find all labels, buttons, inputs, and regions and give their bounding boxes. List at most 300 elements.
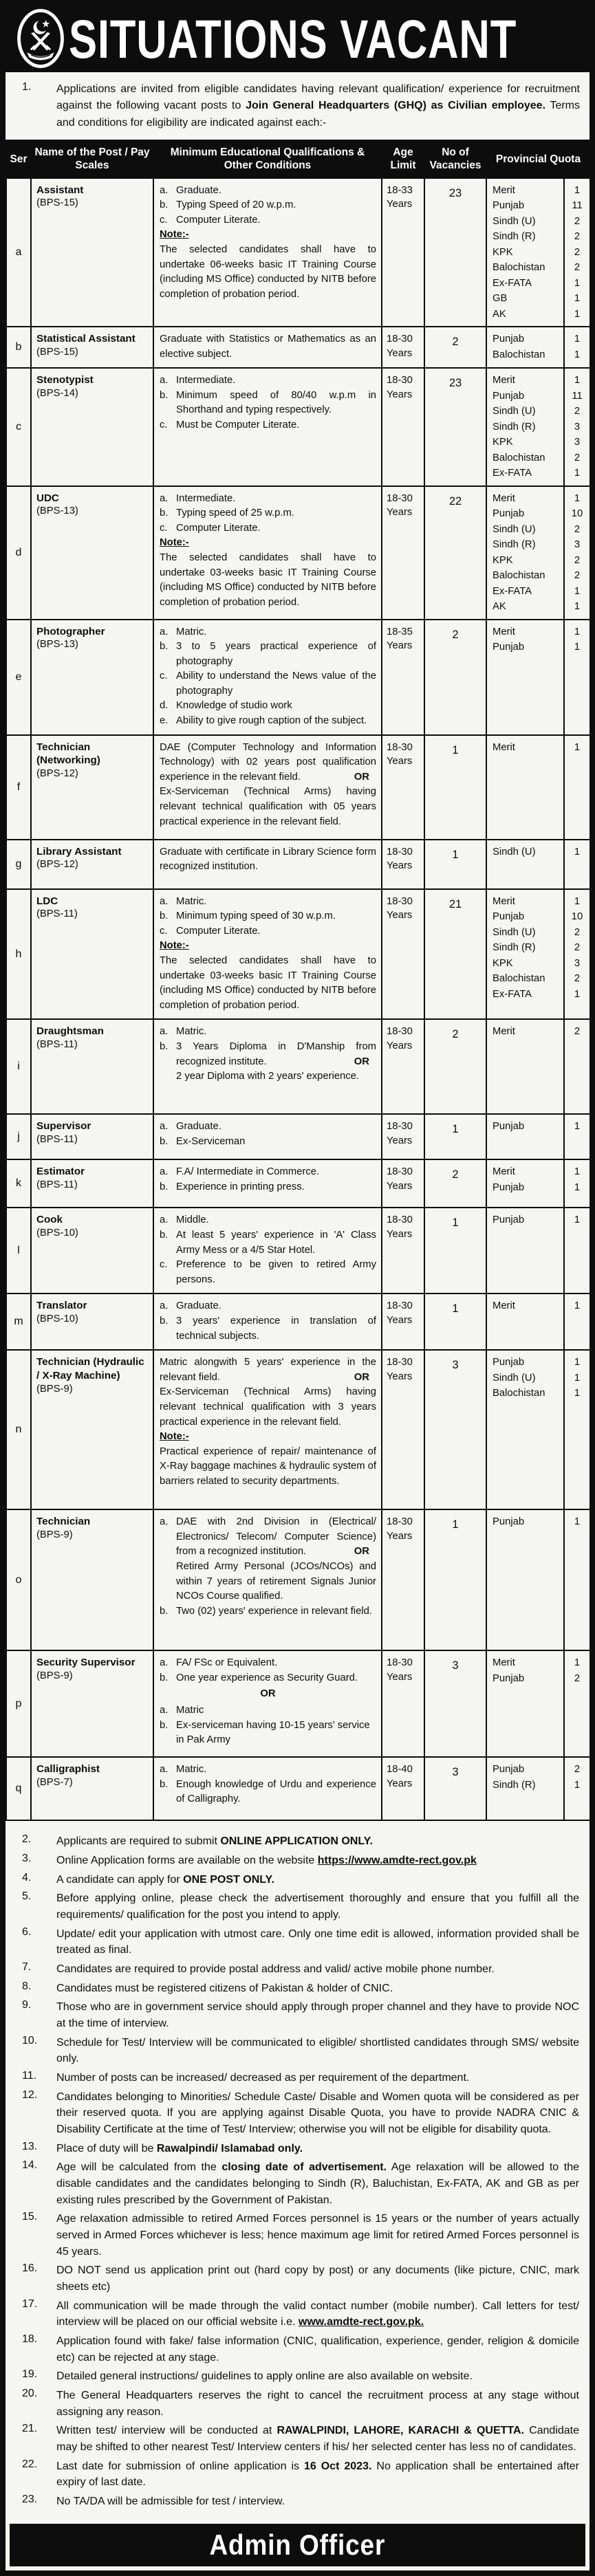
table-row bbox=[6, 620, 590, 735]
instruction-item bbox=[22, 1980, 579, 1997]
table-row bbox=[6, 735, 590, 840]
vacancy-count: 3 bbox=[424, 1757, 486, 1820]
table-header bbox=[6, 140, 590, 178]
quota-region: Punjab bbox=[493, 1214, 525, 1226]
instruction-number: 9. bbox=[22, 1999, 32, 2011]
age-limit: 18-33 Years bbox=[382, 178, 424, 327]
quota-count: 1 bbox=[574, 1779, 581, 1791]
instruction-text: Age relaxation admissible to retired Armed Forces personnel is 15 years or the number of years actually served in Armed Forces whichever is less; hence maximum age limit for retired Armed Forces personnel is 45 years. bbox=[56, 2213, 579, 2258]
instruction-item bbox=[22, 2388, 579, 2420]
instruction-text: Place of duty will be Rawalpindi/ Islamabad only. bbox=[56, 2142, 303, 2154]
col-header-post: Name of the Post / Pay Scales bbox=[31, 140, 153, 178]
quota-count: 3 bbox=[574, 539, 581, 551]
age-limit: 18-30 Years bbox=[382, 840, 424, 889]
post-cell bbox=[31, 735, 153, 840]
quota-divider bbox=[563, 1208, 565, 1293]
quota-count: 2 bbox=[574, 262, 581, 274]
age-limit: 18-30 Years bbox=[382, 1159, 424, 1208]
quota-region: Punjab bbox=[493, 1672, 525, 1684]
qualification-line: Ex-Serviceman (Technical Arms) having relevant technical qualification with 3 years practical experience in the relevant field. bbox=[160, 1386, 376, 1428]
quota-region: Sindh (R) bbox=[493, 942, 536, 954]
quota-count: 1 bbox=[574, 492, 581, 504]
age-limit: 18-30 Years bbox=[382, 889, 424, 1020]
post-cell bbox=[31, 178, 153, 327]
vacancy-count: 2 bbox=[424, 620, 486, 735]
table-row bbox=[6, 327, 590, 368]
qualifications-cell bbox=[153, 368, 382, 485]
intro-text: Applications are invited from eligible candidates having relevant qualification/ experience for recruitment against the following vacant posts to Join General Headquarters (GHQ) as Civilian employee. Terms and conditions for eligibility are indicated against each:- bbox=[56, 83, 581, 129]
instruction-item bbox=[22, 1853, 579, 1869]
instruction-number: 22. bbox=[22, 2458, 38, 2470]
col-header-qualification: Minimum Educational Qualifications & Other Conditions bbox=[153, 140, 382, 178]
age-limit: 18-30 Years bbox=[382, 486, 424, 620]
instruction-item bbox=[22, 2159, 579, 2208]
age-limit: 18-30 Years bbox=[382, 1114, 424, 1159]
quota-region: Sindh (U) bbox=[493, 846, 536, 858]
quota-count: 1 bbox=[574, 1388, 581, 1399]
instruction-number: 23. bbox=[22, 2493, 38, 2506]
qualification-line: c. Preference to be given to retired Army persons. bbox=[160, 1259, 376, 1285]
quota-divider bbox=[563, 1758, 565, 1820]
vacancy-count: 3 bbox=[424, 1350, 486, 1509]
quota-count: 1 bbox=[574, 741, 581, 753]
instruction-number: 13. bbox=[22, 2140, 38, 2152]
qualification-line: c. Must be Computer Literate. bbox=[160, 419, 300, 431]
quota-region: Sindh (U) bbox=[493, 215, 536, 227]
row-serial: o bbox=[6, 1509, 31, 1650]
instruction-number: 7. bbox=[22, 1961, 32, 1973]
masthead bbox=[6, 6, 589, 72]
instruction-item bbox=[22, 1890, 579, 1923]
post-pay-scale: (BPS-11) bbox=[36, 1039, 78, 1051]
instruction-number: 2. bbox=[22, 1833, 32, 1846]
row-serial: k bbox=[6, 1159, 31, 1208]
post-pay-scale: (BPS-9) bbox=[36, 1670, 73, 1681]
instruction-number: 6. bbox=[22, 1925, 32, 1938]
quota-divider bbox=[563, 840, 565, 888]
quota-divider bbox=[563, 179, 565, 326]
post-cell bbox=[31, 1509, 153, 1650]
instruction-item bbox=[22, 2070, 579, 2086]
table-row bbox=[6, 840, 590, 889]
age-limit: 18-30 Years bbox=[382, 1350, 424, 1509]
quota-region: KPK bbox=[493, 246, 513, 258]
instruction-number: 8. bbox=[22, 1980, 32, 1992]
qualification-line: The selected candidates shall have to undertake 03-weeks basic IT Training Course (including MS Office) conducted by NITB before completion of probation period. bbox=[160, 955, 376, 1011]
quota-count: 1 bbox=[574, 601, 581, 613]
instruction-text: Last date for submission of online application is 16 Oct 2023. No application shall be entertained after expiry of last date. bbox=[56, 2460, 579, 2489]
quota-region: Sindh (U) bbox=[493, 1372, 536, 1384]
quota-region: Merit bbox=[493, 184, 515, 196]
qualification-line: Matric alongwith 5 years' experience in the relevant field. OR bbox=[160, 1357, 376, 1383]
table-row bbox=[6, 1159, 590, 1208]
quota-count: 1 bbox=[574, 184, 581, 196]
instruction-text: Application found with fake/ false information (CNIC, qualification, experience, gender, religion & domicile etc) can be rejected at any stage. bbox=[56, 2335, 579, 2364]
qualification-line: b. One year experience as Security Guard. bbox=[160, 1672, 358, 1683]
quota-region: Punjab bbox=[493, 508, 525, 520]
table-row bbox=[6, 1757, 590, 1820]
quota-count: 2 bbox=[574, 570, 581, 582]
provincial-quota-cell bbox=[486, 735, 590, 840]
qualification-line: a. Matric. bbox=[160, 1764, 207, 1776]
qualification-line: Graduate with Statistics or Mathematics as an elective subject. bbox=[160, 334, 376, 360]
vacancy-count: 2 bbox=[424, 1159, 486, 1208]
post-name: Technician bbox=[36, 1516, 91, 1528]
qualification-line: Retired Army Personal (JCOs/NCOs) and within 7 years of retirement Signals Junior NCOs Course qualified. bbox=[176, 1560, 376, 1602]
col-header-serial: Ser bbox=[6, 140, 31, 178]
vacancy-count: 2 bbox=[424, 1019, 486, 1114]
table-row bbox=[6, 1650, 590, 1757]
qualification-line: a. FA/ FSc or Equivalent. bbox=[160, 1657, 278, 1669]
qualification-line: 2 year Diploma with 2 years' experience. bbox=[176, 1071, 360, 1082]
table-row bbox=[6, 889, 590, 1020]
instruction-text: Age will be calculated from the closing date of advertisement. Age relaxation will be allowed to the disable candidates and the candidates belonging to Sindh (R), Baluchistan, Ex-FATA, AK and GB as per existing rules prescribed by the Government of Pakistan. bbox=[56, 2161, 580, 2206]
row-serial: m bbox=[6, 1294, 31, 1350]
post-cell bbox=[31, 1350, 153, 1509]
instruction-item bbox=[22, 2458, 579, 2491]
quota-count: 2 bbox=[574, 1764, 581, 1776]
post-cell bbox=[31, 368, 153, 485]
qualification-line: Note:- bbox=[160, 940, 189, 952]
qualification-line: b. 3 to 5 years practical experience of photography bbox=[160, 641, 376, 667]
row-serial: j bbox=[6, 1114, 31, 1159]
instruction-text: The General Headquarters reserves the right to cancel the recruitment process at any stage without assigning any reason. bbox=[56, 2389, 579, 2418]
row-serial: f bbox=[6, 735, 31, 840]
quota-count: 11 bbox=[572, 200, 583, 212]
quota-region: Sindh (U) bbox=[493, 523, 536, 535]
qualification-line: b. Typing Speed of 20 w.p.m. bbox=[160, 199, 296, 211]
post-cell bbox=[31, 1757, 153, 1820]
instruction-item bbox=[22, 2423, 579, 2455]
posts-table-body bbox=[6, 178, 590, 1820]
qualifications-cell bbox=[153, 486, 382, 620]
age-limit: 18-30 Years bbox=[382, 735, 424, 840]
quota-region: Sindh (R) bbox=[493, 421, 536, 433]
instruction-number: 17. bbox=[22, 2297, 38, 2310]
vacancy-count: 1 bbox=[424, 1114, 486, 1159]
post-name: Translator bbox=[36, 1300, 87, 1312]
quota-count: 2 bbox=[574, 554, 581, 566]
post-name: Library Assistant bbox=[36, 845, 122, 858]
qualification-line: e. Ability to give rough caption of the subject. bbox=[160, 715, 367, 727]
post-pay-scale: (BPS-10) bbox=[36, 1313, 78, 1325]
quota-count: 1 bbox=[574, 1166, 581, 1178]
page-title: SITUATIONS VACANT bbox=[69, 8, 517, 69]
instructions-list bbox=[6, 1824, 589, 2518]
quota-region: KPK bbox=[493, 957, 513, 969]
instruction-text: All communication will be made through the valid contact number (mobile number). Call letters for test/ interview will be placed on our official website i.e. www.amdte-rect.gov.pk. bbox=[56, 2300, 579, 2328]
instruction-text: Candidates must be registered citizens of Pakistan & holder of CNIC. bbox=[56, 1982, 393, 1994]
quota-region: Merit bbox=[493, 895, 515, 907]
qualification-line: a. Matric. bbox=[160, 895, 207, 907]
post-name: Assistant bbox=[36, 184, 84, 196]
quota-region: Ex-FATA bbox=[493, 585, 532, 597]
qualification-line: a. F.A/ Intermediate in Commerce. bbox=[160, 1166, 320, 1178]
post-name: Stenotypist bbox=[36, 374, 94, 386]
qualification-line: c. Ability to understand the News value of the photography bbox=[160, 670, 376, 697]
qualification-line: The selected candidates shall have to undertake 06-weeks basic IT Training Course (including MS Office) conducted by NITB before completion of probation period. bbox=[160, 244, 376, 300]
quota-count: 2 bbox=[574, 406, 581, 417]
quota-divider bbox=[563, 890, 565, 1019]
qualification-line: a. Intermediate. bbox=[160, 492, 236, 504]
row-serial: i bbox=[6, 1019, 31, 1114]
pakistan-army-crest-icon bbox=[17, 8, 65, 72]
quota-region: Balochistan bbox=[493, 1388, 545, 1399]
quota-region: Punjab bbox=[493, 1121, 525, 1133]
qualification-line: b. At least 5 years' experience in 'A' Class Army Mess or a 4/5 Star Hotel. bbox=[160, 1230, 376, 1256]
quota-region: KPK bbox=[493, 437, 513, 448]
post-pay-scale: (BPS-14) bbox=[36, 387, 78, 399]
quota-region: GB bbox=[493, 293, 508, 305]
quota-count: 1 bbox=[574, 375, 581, 386]
post-pay-scale: (BPS-15) bbox=[36, 197, 78, 209]
quota-region: Balochistan bbox=[493, 973, 545, 985]
qualification-line: a. DAE with 2nd Division in (Electrical/ Electronics/ Telecom/ Computer Science) from a recognized institution. OR bbox=[160, 1516, 376, 1558]
qualification-line: b. Typing speed of 25 w.p.m. bbox=[160, 507, 294, 519]
quota-count: 2 bbox=[574, 973, 581, 985]
post-name: Estimator bbox=[36, 1166, 85, 1178]
provincial-quota-cell bbox=[486, 486, 590, 620]
table-row bbox=[6, 486, 590, 620]
provincial-quota-cell bbox=[486, 1114, 590, 1159]
table-row bbox=[6, 1350, 590, 1509]
quota-region: Sindh (U) bbox=[493, 406, 536, 417]
quota-count: 2 bbox=[574, 942, 581, 954]
row-serial: a bbox=[6, 178, 31, 327]
quota-count: 2 bbox=[574, 926, 581, 938]
post-cell bbox=[31, 889, 153, 1020]
quota-count: 1 bbox=[574, 1357, 581, 1368]
post-cell bbox=[31, 840, 153, 889]
age-limit: 18-35 Years bbox=[382, 620, 424, 735]
vacancy-count: 23 bbox=[424, 368, 486, 485]
quota-region: Merit bbox=[493, 1166, 515, 1178]
post-name: Supervisor bbox=[36, 1120, 91, 1133]
post-name: Technician (Hydraulic / X-Ray Machine) bbox=[36, 1356, 144, 1382]
qualifications-cell bbox=[153, 1509, 382, 1650]
quota-region: Punjab bbox=[493, 1516, 525, 1528]
quota-count: 1 bbox=[574, 1214, 581, 1226]
row-serial: p bbox=[6, 1650, 31, 1757]
qualification-line: b. 3 Years Diploma in D'Manship from recognized institute. OR bbox=[160, 1041, 376, 1067]
vacancy-count: 22 bbox=[424, 486, 486, 620]
quota-region: AK bbox=[493, 308, 506, 320]
instruction-text: Candidates are required to provide postal address and valid/ active mobile phone number. bbox=[56, 1963, 495, 1975]
qualifications-cell bbox=[153, 1208, 382, 1294]
intro-number: 1. bbox=[22, 81, 32, 93]
quota-divider bbox=[563, 1510, 565, 1650]
quota-region: Merit bbox=[493, 375, 515, 386]
quota-region: Punjab bbox=[493, 911, 525, 923]
qualifications-cell bbox=[153, 889, 382, 1020]
instruction-text: Written test/ interview will be conducted at RAWALPINDI, LAHORE, KARACHI & QUETTA. Candidate may be shifted to other nearest Test/ Interview centers if his/ her selected center has less no of candidates. bbox=[56, 2425, 580, 2453]
age-limit: 18-30 Years bbox=[382, 1208, 424, 1294]
post-pay-scale: (BPS-13) bbox=[36, 505, 78, 517]
quota-region: Balochistan bbox=[493, 452, 545, 463]
qualifications-cell bbox=[153, 1159, 382, 1208]
quota-count: 1 bbox=[574, 1372, 581, 1384]
post-name: Photographer bbox=[36, 625, 105, 637]
quota-count: 1 bbox=[574, 846, 581, 858]
post-cell bbox=[31, 1159, 153, 1208]
qualification-line: a. Matric. bbox=[160, 1026, 207, 1038]
quota-count: 1 bbox=[574, 1657, 581, 1669]
quota-divider bbox=[563, 736, 565, 839]
post-cell bbox=[31, 1650, 153, 1757]
quota-region: Punjab bbox=[493, 1181, 525, 1193]
post-cell bbox=[31, 1208, 153, 1294]
quota-count: 1 bbox=[574, 334, 581, 345]
age-limit: 18-30 Years bbox=[382, 327, 424, 368]
row-serial: n bbox=[6, 1350, 31, 1509]
quota-region: KPK bbox=[493, 554, 513, 566]
quota-count: 1 bbox=[574, 585, 581, 597]
post-pay-scale: (BPS-9) bbox=[36, 1529, 73, 1540]
post-pay-scale: (BPS-9) bbox=[36, 1383, 73, 1395]
col-header-vacancies: No of Vacancies bbox=[424, 140, 486, 178]
quota-region: Merit bbox=[493, 1657, 515, 1669]
instruction-text: A candidate can apply for ONE POST ONLY. bbox=[56, 1873, 274, 1886]
table-row bbox=[6, 1208, 590, 1294]
table-row bbox=[6, 178, 590, 327]
quota-count: 1 bbox=[574, 308, 581, 320]
provincial-quota-cell bbox=[486, 178, 590, 327]
post-pay-scale: (BPS-12) bbox=[36, 768, 78, 780]
quota-count: 3 bbox=[574, 421, 581, 433]
quota-count: 10 bbox=[571, 508, 583, 520]
instruction-text: Online Application forms are available on the website https://www.amdte-rect.gov.pk bbox=[56, 1854, 477, 1866]
instruction-number: 15. bbox=[22, 2211, 38, 2223]
instruction-item bbox=[22, 1926, 579, 1958]
table-row bbox=[6, 1294, 590, 1350]
col-header-age: Age Limit bbox=[382, 140, 424, 178]
instruction-item bbox=[22, 2141, 579, 2157]
vacancy-count: 1 bbox=[424, 1294, 486, 1350]
qualification-line: c. Computer Literate. bbox=[160, 925, 261, 937]
quota-count: 2 bbox=[574, 246, 581, 258]
age-limit: 18-30 Years bbox=[382, 1294, 424, 1350]
provincial-quota-cell bbox=[486, 1757, 590, 1820]
instruction-number: 3. bbox=[22, 1852, 32, 1864]
qualification-line: a. Graduate. bbox=[160, 1121, 221, 1133]
post-cell bbox=[31, 1114, 153, 1159]
post-name: Statistical Assistant bbox=[36, 333, 136, 345]
age-limit: 18-40 Years bbox=[382, 1757, 424, 1820]
row-serial: l bbox=[6, 1208, 31, 1294]
qualification-line: a. Middle. bbox=[160, 1214, 209, 1226]
qualification-line: Note:- bbox=[160, 537, 189, 549]
qualification-line: OR bbox=[260, 1688, 276, 1700]
post-name: Draughtsman bbox=[36, 1025, 104, 1038]
provincial-quota-cell bbox=[486, 368, 590, 485]
instruction-item bbox=[22, 1833, 579, 1850]
instruction-item bbox=[22, 2262, 579, 2295]
age-limit: 18-30 Years bbox=[382, 1650, 424, 1757]
quota-divider bbox=[563, 327, 565, 367]
instruction-text: Before applying online, please check the advertisement thoroughly and ensure that you fulfill all the requirements/ qualification for the post you intend to apply. bbox=[56, 1892, 579, 1921]
provincial-quota-cell bbox=[486, 327, 590, 368]
quota-count: 1 bbox=[574, 1300, 581, 1312]
instruction-number: 14. bbox=[22, 2159, 38, 2172]
vacancy-count: 1 bbox=[424, 1208, 486, 1294]
instruction-number: 21. bbox=[22, 2423, 38, 2435]
post-pay-scale: (BPS-13) bbox=[36, 639, 78, 651]
table-row bbox=[6, 1509, 590, 1650]
quota-divider bbox=[563, 369, 565, 485]
post-pay-scale: (BPS-15) bbox=[36, 346, 78, 358]
qualifications-cell bbox=[153, 1019, 382, 1114]
vacancies-table bbox=[6, 140, 591, 1821]
provincial-quota-cell bbox=[486, 1208, 590, 1294]
post-name: UDC bbox=[36, 492, 59, 504]
qualification-line: c. Computer Literate. bbox=[160, 522, 261, 534]
qualifications-cell bbox=[153, 178, 382, 327]
quota-region: AK bbox=[493, 601, 506, 613]
provincial-quota-cell bbox=[486, 1294, 590, 1350]
quota-region: Merit bbox=[493, 1026, 515, 1038]
quota-count: 1 bbox=[574, 293, 581, 305]
post-pay-scale: (BPS-11) bbox=[36, 1134, 78, 1146]
quota-count: 11 bbox=[572, 390, 583, 402]
instruction-text: Detailed general instructions/ guidelines to apply online are also available on website. bbox=[56, 2370, 473, 2383]
age-limit: 18-30 Years bbox=[382, 368, 424, 485]
quota-count: 2 bbox=[574, 1026, 581, 1038]
vacancy-count: 2 bbox=[424, 327, 486, 368]
post-name: LDC bbox=[36, 895, 58, 907]
quota-region: Balochistan bbox=[493, 570, 545, 582]
row-serial: h bbox=[6, 889, 31, 1020]
quota-region: Merit bbox=[493, 741, 515, 753]
quota-count: 2 bbox=[574, 452, 581, 463]
quota-region: Punjab bbox=[493, 1764, 525, 1776]
qualifications-cell bbox=[153, 840, 382, 889]
qualification-line: a. Intermediate. bbox=[160, 375, 236, 386]
quota-count: 2 bbox=[574, 1672, 581, 1684]
quota-divider bbox=[563, 620, 565, 734]
instruction-text: Candidates belonging to Minorities/ Schedule Caste/ Disable and Women quota will be considered as per their reserved quota. If you are applying against Disable Quota, you have to provide NADRA CNIC & Disability Certificate at the time of Test/ Interview; otherwise you will not be eligible for disability quota. bbox=[56, 2091, 579, 2135]
qualification-line: b. Two (02) years' experience in relevant field. bbox=[160, 1605, 372, 1617]
quota-count: 3 bbox=[574, 957, 581, 969]
instruction-number: 11. bbox=[22, 2069, 37, 2082]
instruction-item bbox=[22, 2493, 579, 2510]
quota-region: Merit bbox=[493, 492, 515, 504]
provincial-quota-cell bbox=[486, 1159, 590, 1208]
quota-count: 3 bbox=[574, 437, 581, 448]
quota-region: Punjab bbox=[493, 390, 525, 402]
qualification-line: b. Enough knowledge of Urdu and experience of Calligraphy. bbox=[160, 1778, 376, 1805]
post-name: Calligraphist bbox=[36, 1763, 100, 1776]
post-cell bbox=[31, 620, 153, 735]
instruction-item bbox=[22, 2211, 579, 2260]
instruction-item bbox=[22, 2035, 579, 2067]
instruction-item bbox=[22, 2089, 579, 2138]
quota-region: Ex-FATA bbox=[493, 988, 532, 1000]
post-cell bbox=[31, 327, 153, 368]
qualification-line: b. 3 years' experience in translation of technical subjects. bbox=[160, 1315, 376, 1342]
quota-count: 2 bbox=[574, 231, 581, 243]
qualification-line: Graduate with certificate in Library Science form recognized institution. bbox=[160, 846, 376, 873]
quota-count: 10 bbox=[571, 911, 583, 923]
qualification-line: a. Graduate. bbox=[160, 1300, 221, 1312]
quota-divider bbox=[563, 487, 565, 619]
qualifications-cell bbox=[153, 1650, 382, 1757]
instruction-text: Update/ edit your application with utmost care. Only one time edit is allowed, information provided shall be treated as final. bbox=[56, 1928, 579, 1956]
qualification-line: d. Knowledge of studio work bbox=[160, 700, 292, 712]
post-pay-scale: (BPS-10) bbox=[36, 1227, 78, 1239]
quota-count: 1 bbox=[574, 1181, 581, 1193]
vacancy-count: 3 bbox=[424, 1650, 486, 1757]
quota-divider bbox=[563, 1351, 565, 1509]
